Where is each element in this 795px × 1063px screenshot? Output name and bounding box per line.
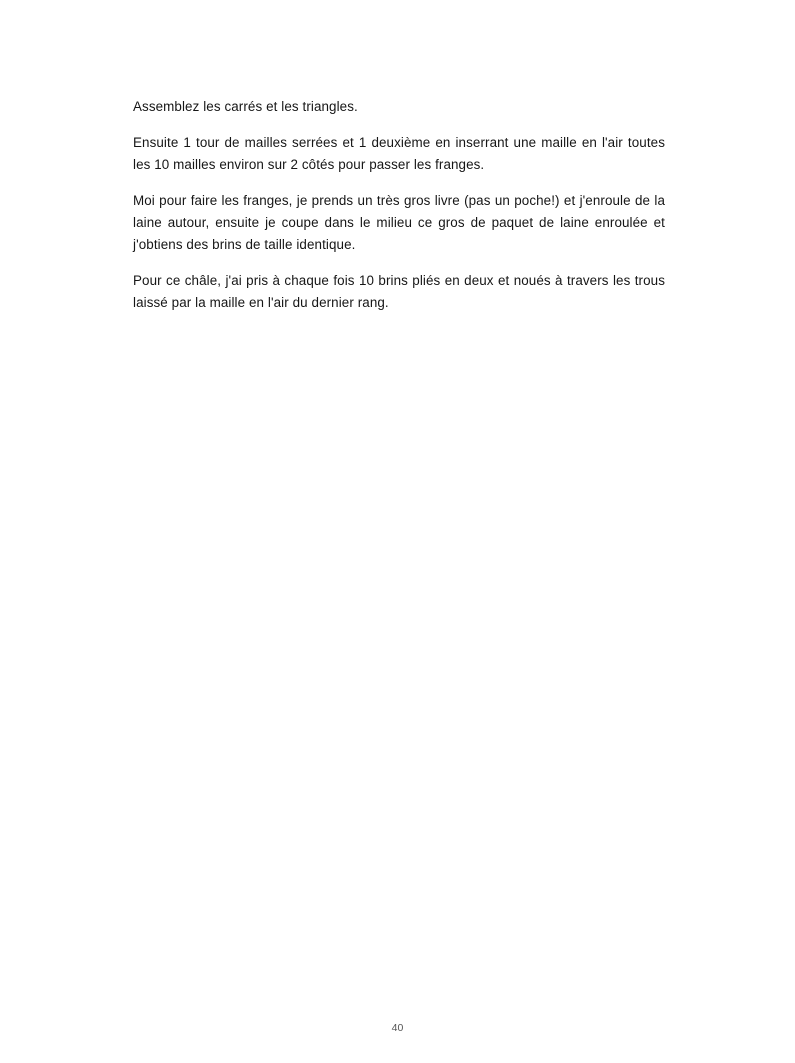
page-text-body: [133, 96, 665, 314]
paragraph-1: Assemblez les carrés et les triangles.: [133, 99, 358, 114]
page-footer: [0, 1018, 795, 1036]
page-number: 40: [391, 1022, 404, 1034]
paragraph-3: Moi pour faire les franges, je prends un très gros livre (pas un poche!) et j'enroule de la laine autour, ensuite je coupe dans le milieu ce gros de paquet de laine enroulée et j'obtiens des brins de taille identique.: [133, 193, 665, 252]
paragraph-2: Ensuite 1 tour de mailles serrées et 1 deuxième en inserrant une maille en l'air toutes les 10 mailles environ sur 2 côtés pour passer les franges.: [133, 135, 665, 172]
paragraph-4: Pour ce châle, j'ai pris à chaque fois 10 brins pliés en deux et noués à travers les trous laissé par la maille en l'air du dernier rang.: [133, 273, 665, 310]
